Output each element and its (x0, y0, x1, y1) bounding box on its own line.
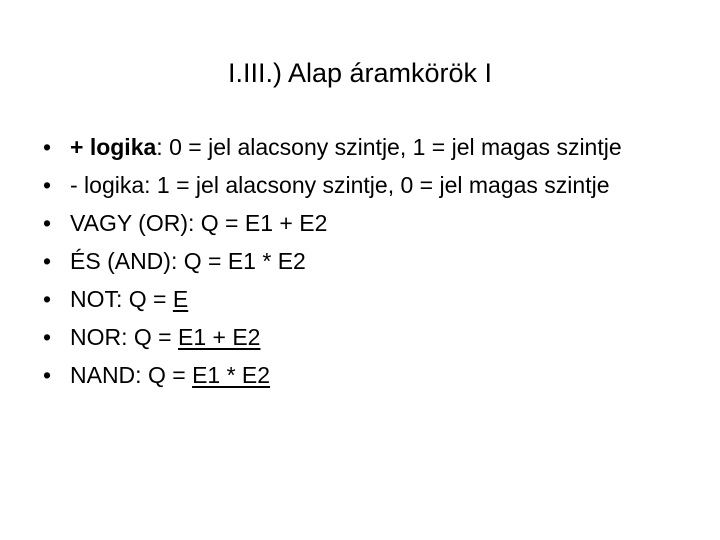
bullet-text: - logika: 1 = jel alacsony szintje, 0 = jel magas szintje (70, 172, 610, 198)
bullet-text: ÉS (AND): Q = E1 * E2 (70, 248, 306, 274)
negated-expression: E1 * E2 (192, 362, 271, 388)
bullet-dot-icon: • (42, 210, 52, 236)
bullet-or-gate (40, 210, 680, 237)
bullet-positive-logic (40, 134, 680, 161)
bullet-dot-icon: • (42, 134, 52, 160)
bullet-dot-icon: • (42, 362, 52, 388)
bullet-dot-icon: • (42, 286, 52, 312)
bullet-list (40, 134, 680, 400)
bullet-dot-icon: • (42, 324, 52, 350)
bullet-and-gate (40, 248, 680, 275)
slide-title: I.III.) Alap áramkörök I (227, 58, 493, 88)
bullet-text: VAGY (OR): Q = E1 + E2 (70, 210, 328, 236)
negated-expression: E (172, 286, 189, 312)
bullet-text: NOR: Q = (70, 324, 178, 350)
bullet-bold-term: + logika (70, 134, 157, 160)
bullet-nand-gate (40, 362, 680, 389)
bullet-text: NOT: Q = (70, 286, 173, 312)
bullet-text: : 0 = jel alacsony szintje, 1 = jel magas szintje (156, 134, 622, 160)
bullet-nor-gate (40, 324, 680, 351)
bullet-dot-icon: • (42, 172, 52, 198)
bullet-not-gate (40, 286, 680, 313)
negated-expression: E1 + E2 (178, 324, 261, 350)
bullet-negative-logic (40, 172, 680, 199)
bullet-text: NAND: Q = (70, 362, 193, 388)
bullet-dot-icon: • (42, 248, 52, 274)
